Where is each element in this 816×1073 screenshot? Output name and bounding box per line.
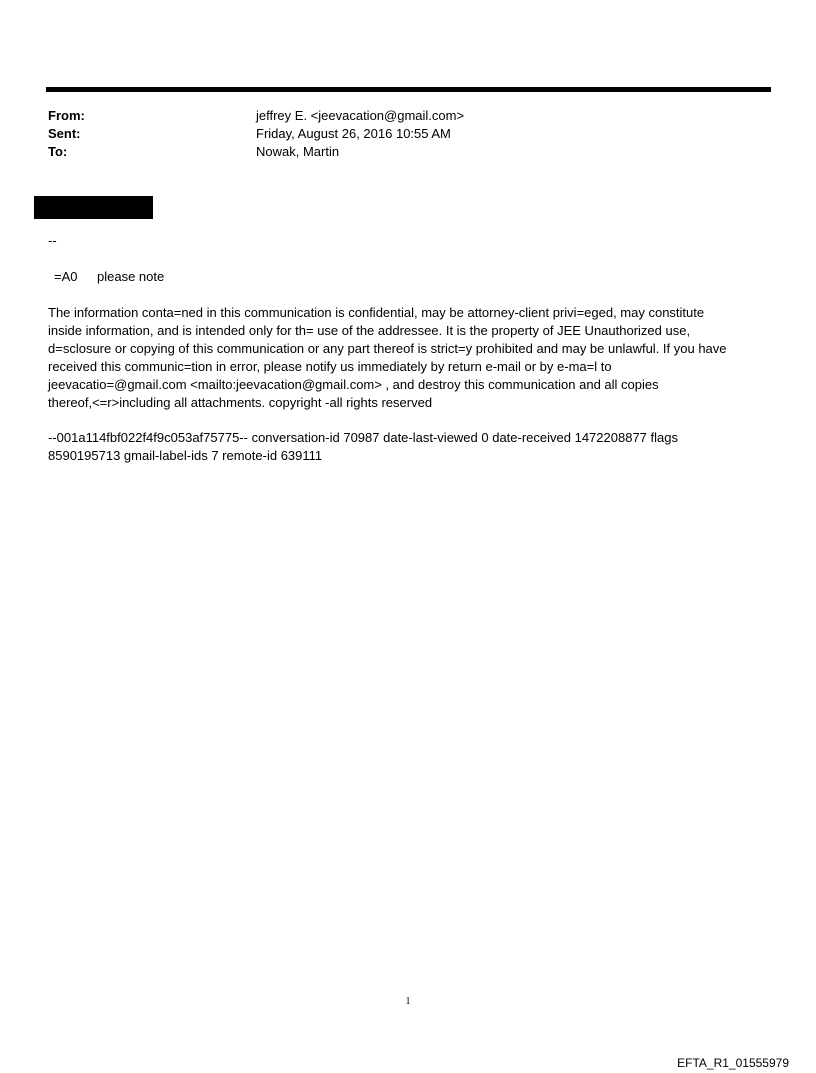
disclaimer-line: inside information, and is intended only for th= use of the addressee. It is the property of JEE Unauthorized use,	[48, 323, 691, 338]
note-text: please note	[97, 269, 165, 284]
signature-dashes: --	[48, 233, 57, 248]
metadata-line: 8590195713 gmail-label-ids 7 remote-id 639111	[48, 448, 323, 463]
disclaimer-line: The information conta=ned in this communication is confidential, may be attorney-client privi=eged, may constitute	[48, 305, 705, 320]
page-number: 1	[405, 996, 411, 1007]
sent-value: Friday, August 26, 2016 10:55 AM	[256, 126, 451, 141]
from-label: From:	[48, 108, 85, 123]
metadata-line: --001a114fbf022f4f9c053af75775-- conversation-id 70987 date-last-viewed 0 date-received 1472208877 flags	[48, 430, 678, 445]
to-value: Nowak, Martin	[256, 144, 340, 159]
to-label: To:	[48, 144, 68, 159]
header-divider	[46, 87, 771, 92]
disclaimer-line: d=sclosure or copying of this communication or any part thereof is strict=y prohibited and may be unlawful. If you have	[48, 341, 727, 356]
disclaimer-line: thereof,<=r>including all attachments. copyright -all rights reserved	[48, 395, 433, 410]
note-code: =A0	[54, 269, 78, 284]
disclaimer-line: jeevacatio=@gmail.com <mailto:jeevacation@gmail.com> , and destroy this communication and all copies	[48, 377, 659, 392]
sent-label: Sent:	[48, 126, 81, 141]
bates-number: EFTA_R1_01555979	[677, 1056, 789, 1070]
metadata-paragraph	[48, 429, 772, 465]
disclaimer-line: received this communic=tion in error, please notify us immediately by return e-mail or by e-ma=l to	[48, 359, 612, 374]
redaction-box	[34, 196, 153, 219]
disclaimer-paragraph	[48, 304, 772, 412]
from-value: jeffrey E. <jeevacation@gmail.com>	[256, 108, 465, 123]
